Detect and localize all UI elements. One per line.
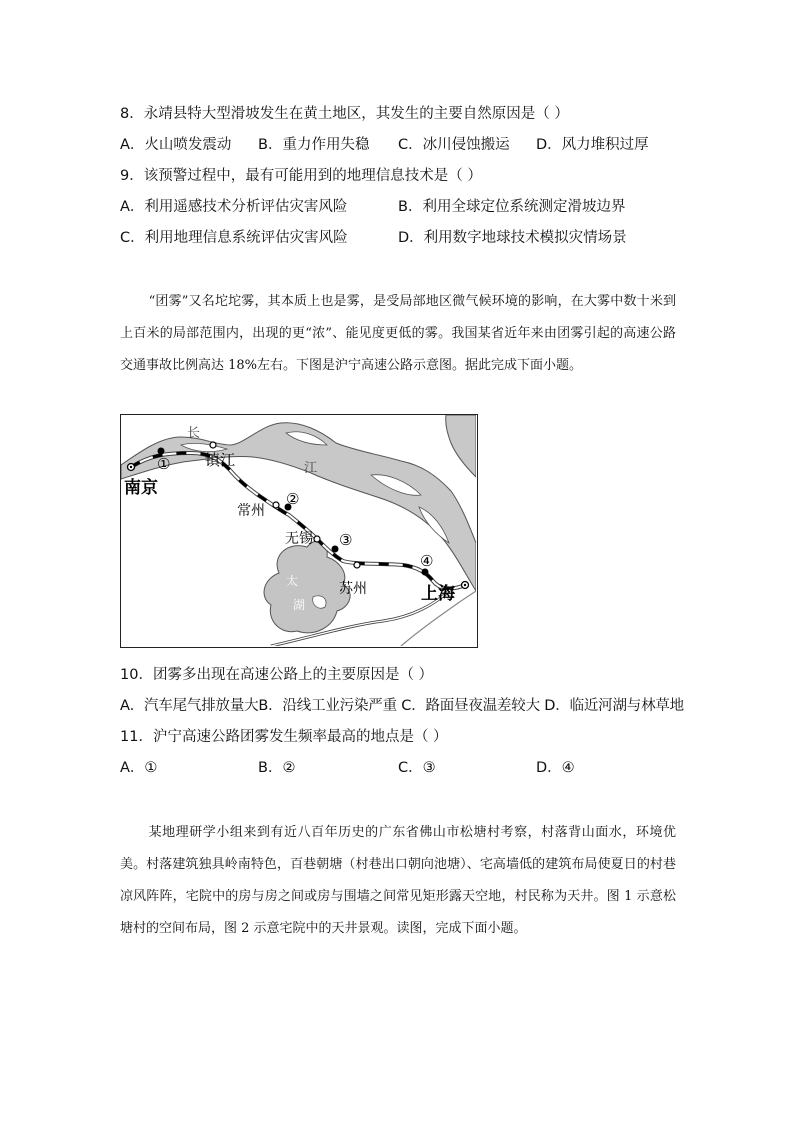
songtang-passage-text: 某地理研学小组来到有近八百年历史的广东省佛山市松塘村考察，村落背山面水，环境优美。村落建筑独具岭南特色，百巷朝塘（村巷出口朝向池塘）、宅高墙低的建筑布局使夏日的村巷凉风阵阵，宅院中的房与房之间或房与围墙之间常见矩形露天空地，村民称为天井。图 1 示意松塘村的空间布局，图 2 示意宅院中的天井景观。读图，完成下面小题。 — [120, 825, 676, 936]
label-suzhou: 苏州 — [339, 581, 367, 597]
q10-options[interactable]: A．汽车尾气排放量大B．沿线工业污染严重 C．路面昼夜温差较大 D．临近河湖与林草地 — [120, 698, 684, 714]
q9-option-a[interactable]: A．利用遥感技术分析评估灾害风险 — [120, 199, 348, 215]
marker-1-dot — [158, 448, 165, 455]
huning-expressway-map — [120, 414, 478, 648]
label-wuxi: 无锡 — [285, 531, 313, 547]
sea-area — [446, 415, 476, 477]
question-9-stem: 9．该预警过程中，最有可能用到的地理信息技术是（ ） — [120, 168, 482, 184]
songtang-passage — [120, 817, 676, 945]
q8-option-b[interactable]: B．重力作用失稳 — [258, 137, 370, 153]
marker-3-dot — [332, 546, 339, 553]
fog-passage-text: “团雾”又名坨坨雾，其本质上也是雾，是受局部地区微气候环境的影响，在大雾中数十米到上百米的局部范围内，出现的更“浓”、能见度更低的雾。我国某省近年来由团雾引起的高速公路交通事故比例高达 18%左右。下图是沪宁高速公路示意图。据此完成下面小题。 — [120, 294, 676, 373]
marker-4-label: ④ — [420, 552, 434, 570]
changzhou-point — [273, 502, 279, 508]
q11-option-b[interactable]: B．② — [258, 760, 296, 776]
question-11-stem: 11．沪宁高速公路团雾发生频率最高的地点是（ ） — [120, 729, 448, 745]
nanjing-point-inner — [130, 466, 132, 468]
label-shanghai: 上海 — [421, 584, 455, 604]
q11-option-c[interactable]: C．③ — [398, 760, 436, 776]
label-nanjing: 南京 — [124, 478, 158, 498]
q9-option-c[interactable]: C．利用地理信息系统评估灾害风险 — [120, 230, 348, 246]
label-jiang: 江 — [304, 461, 318, 476]
suzhou-point — [354, 562, 360, 568]
q11-option-a[interactable]: A．① — [120, 760, 158, 776]
label-hu: 湖 — [293, 598, 306, 612]
label-zhenjiang: 镇江 — [205, 451, 236, 469]
zhenjiang-point — [210, 442, 216, 448]
shanghai-point-inner — [464, 584, 466, 586]
marker-3-label: ③ — [339, 531, 353, 549]
q9-option-b[interactable]: B．利用全球定位系统测定滑坡边界 — [398, 199, 626, 215]
label-tai: 太 — [286, 574, 299, 588]
question-10-stem: 10．团雾多出现在高速公路上的主要原因是（ ） — [120, 667, 434, 683]
q8-option-d[interactable]: D．风力堆积过厚 — [536, 137, 649, 153]
label-chang: 长 — [187, 426, 201, 441]
q8-option-c[interactable]: C．冰川侵蚀搬运 — [398, 137, 510, 153]
q9-option-d[interactable]: D．利用数字地球技术模拟灾情场景 — [398, 230, 627, 246]
question-8-stem: 8．永靖县特大型滑坡发生在黄土地区，其发生的主要自然原因是（ ） — [120, 106, 569, 122]
q8-option-a[interactable]: A．火山喷发震动 — [120, 137, 232, 153]
marker-2-label: ② — [286, 490, 300, 508]
wuxi-point — [314, 536, 320, 542]
q11-option-d[interactable]: D．④ — [536, 760, 575, 776]
marker-1-label: ① — [157, 455, 171, 473]
label-changzhou: 常州 — [237, 503, 265, 519]
fog-passage — [120, 286, 676, 382]
